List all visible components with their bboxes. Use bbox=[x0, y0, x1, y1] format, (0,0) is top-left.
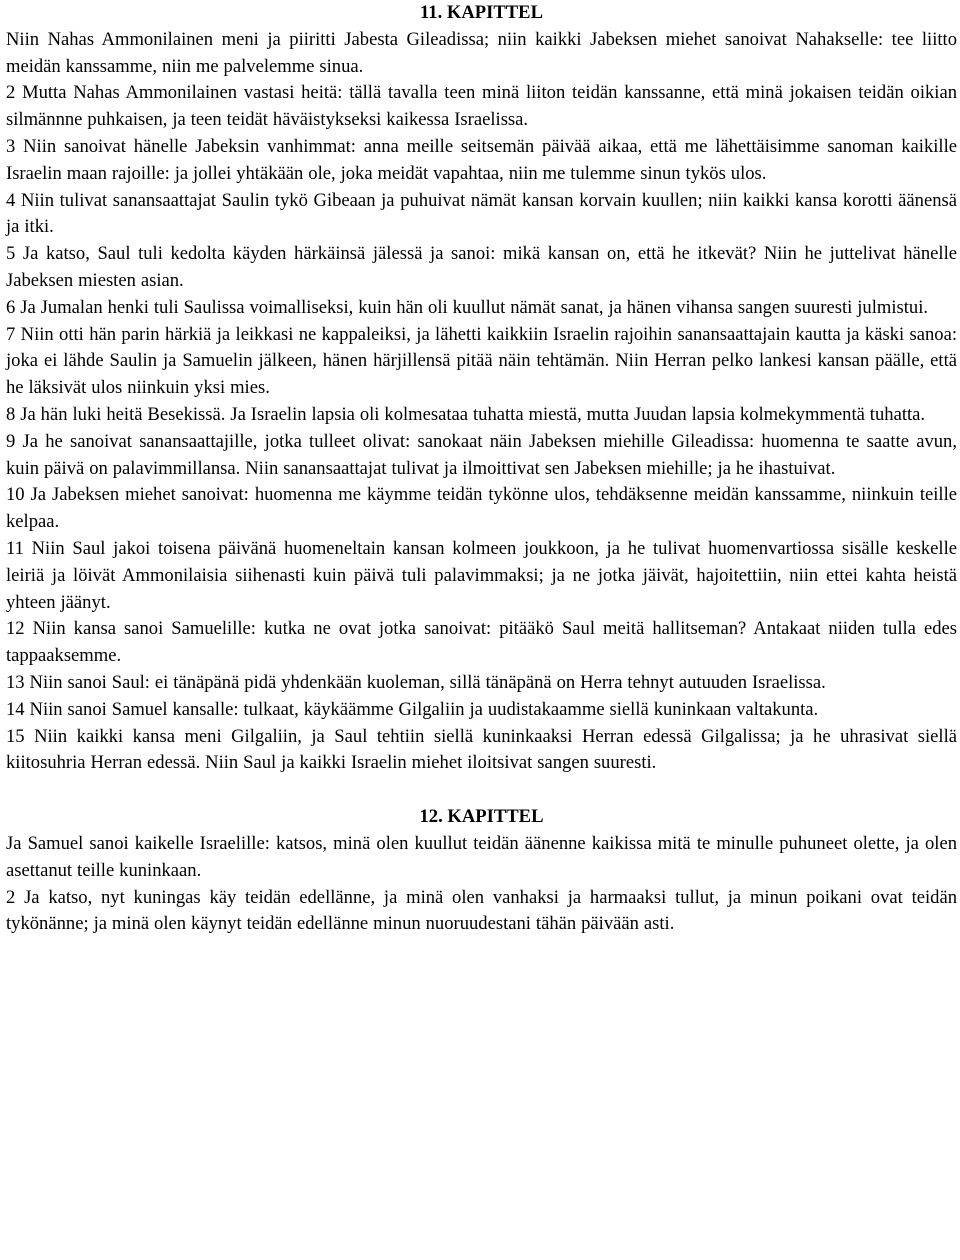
verse-11-1: Niin Nahas Ammonilainen meni ja piiritti Jabesta Gileadissa; niin kaikki Jabeksen miehet sanoivat Nahakselle: tee liitto meidän kanssamme, niin me palvelemme sinua. bbox=[6, 28, 957, 77]
verse-11-8: 8 Ja hän luki heitä Besekissä. Ja Israelin lapsia oli kolmesataa tuhatta miestä, mutta Juudan lapsia kolmekymmentä tuhatta. bbox=[6, 403, 926, 425]
verse-11-4: 4 Niin tulivat sanansaattajat Saulin tykö Gibeaan ja puhuivat nämät kansan korvain kuullen; niin kaikki kansa korotti äänensä ja itki. bbox=[6, 189, 957, 238]
verse-11-12: 12 Niin kansa sanoi Samuelille: kutka ne ovat jotka sanoivat: pitääkö Saul meitä hallitseman? Antakaat niiden tulla edes tappaaksemme. bbox=[6, 618, 957, 667]
chapter-spacer bbox=[6, 777, 957, 804]
verse-11-3: 3 Niin sanoivat hänelle Jabeksin vanhimmat: anna meille seitsemän päivää aikaa, että me lähettäisimme sanoman kaikille Israelin maan rajoille: ja jollei yhtäkään ole, joka meidät vapahtaa, niin me tulemme sinun tykös ulos. bbox=[6, 135, 957, 184]
chapter-12-heading: 12. KAPITTEL bbox=[419, 806, 544, 828]
verse-11-6: 6 Ja Jumalan henki tuli Saulissa voimalliseksi, kuin hän oli kuullut nämät sanat, ja hänen vihansa sangen suuresti julmistui. bbox=[6, 296, 929, 318]
verse-11-15: 15 Niin kaikki kansa meni Gilgaliin, ja Saul tehtiin siellä kuninkaaksi Herran edessä Gilgalissa; ja he uhrasivat siellä kiitosuhria Herran edessä. Niin Saul ja kaikki Israelin miehet iloitsivat sangen suuresti. bbox=[6, 725, 957, 774]
verse-11-9: 9 Ja he sanoivat sanansaattajille, jotka tulleet olivat: sanokaat näin Jabeksen miehille Gileadissa: huomenna te saatte avun, kuin päivä on palavimmillansa. Niin sanansaattajat tulivat ja ilmoittivat sen Jabeksen miehille; ja he ihastuivat. bbox=[6, 430, 957, 479]
document-page bbox=[6, 0, 957, 938]
verse-11-13: 13 Niin sanoi Saul: ei tänäpänä pidä yhdenkään kuoleman, sillä tänäpänä on Herra tehnyt autuuden Israelissa. bbox=[6, 671, 826, 693]
verse-12-1: Ja Samuel sanoi kaikelle Israelille: katsos, minä olen kuullut teidän äänenne kaikissa mitä te minulle puhuneet olette, ja olen asettanut teille kuninkaan. bbox=[6, 832, 957, 881]
verse-11-5: 5 Ja katso, Saul tuli kedolta käyden härkäinsä jälessä ja sanoi: mikä kansan on, että he itkevät? Niin he juttelivat hänelle Jabeksen miesten asian. bbox=[6, 243, 957, 291]
verse-12-2: 2 Ja katso, nyt kuningas käy teidän edellänne, ja minä olen vanhaksi ja harmaaksi tullut, ja minun poikani ovat teidän tykönänne; ja minä olen käynyt teidän edellänne minun nuoruudestani tähän päivään asti. bbox=[6, 886, 957, 935]
verse-11-7: 7 Niin otti hän parin härkiä ja leikkasi ne kappaleiksi, ja lähetti kaikkiin Israelin rajoihin sanansaattajain kautta ja käski sanoa: joka ei lähde Saulin ja Samuelin jälkeen, hänen härjillensä pitää näin tehtämän. Niin Herran pelko lankesi kansan päälle, että he läksivät ulos niinkuin yksi mies. bbox=[6, 323, 957, 399]
chapter-11-heading: 11. KAPITTEL bbox=[420, 2, 543, 23]
verse-11-14: 14 Niin sanoi Samuel kansalle: tulkaat, käykäämme Gilgaliin ja uudistakaamme siellä kuninkaan valtakunta. bbox=[6, 698, 819, 720]
verse-11-10: 10 Ja Jabeksen miehet sanoivat: huomenna me käymme teidän tykönne ulos, tehdäksenne meidän kanssamme, niinkuin teille kelpaa. bbox=[6, 484, 957, 533]
verse-11-2: 2 Mutta Nahas Ammonilainen vastasi heitä: tällä tavalla teen minä liiton teidän kanssanne, että minä jokaisen teidän oikian silmännne puhkaisen, ja teen teidät häväistykseksi kaikessa Israelissa. bbox=[6, 82, 957, 131]
verse-11-11: 11 Niin Saul jakoi toisena päivänä huomeneltain kansan kolmeen joukkoon, ja he tulivat huomenvartiossa sisälle keskelle leiriä ja löivät Ammonilaisia siihenasti kuin päivä tuli palavimmaksi; ja ne jotka jäivät, hajoitettiin, niin ettei kahta heistä yhteen jäänyt. bbox=[6, 537, 957, 613]
